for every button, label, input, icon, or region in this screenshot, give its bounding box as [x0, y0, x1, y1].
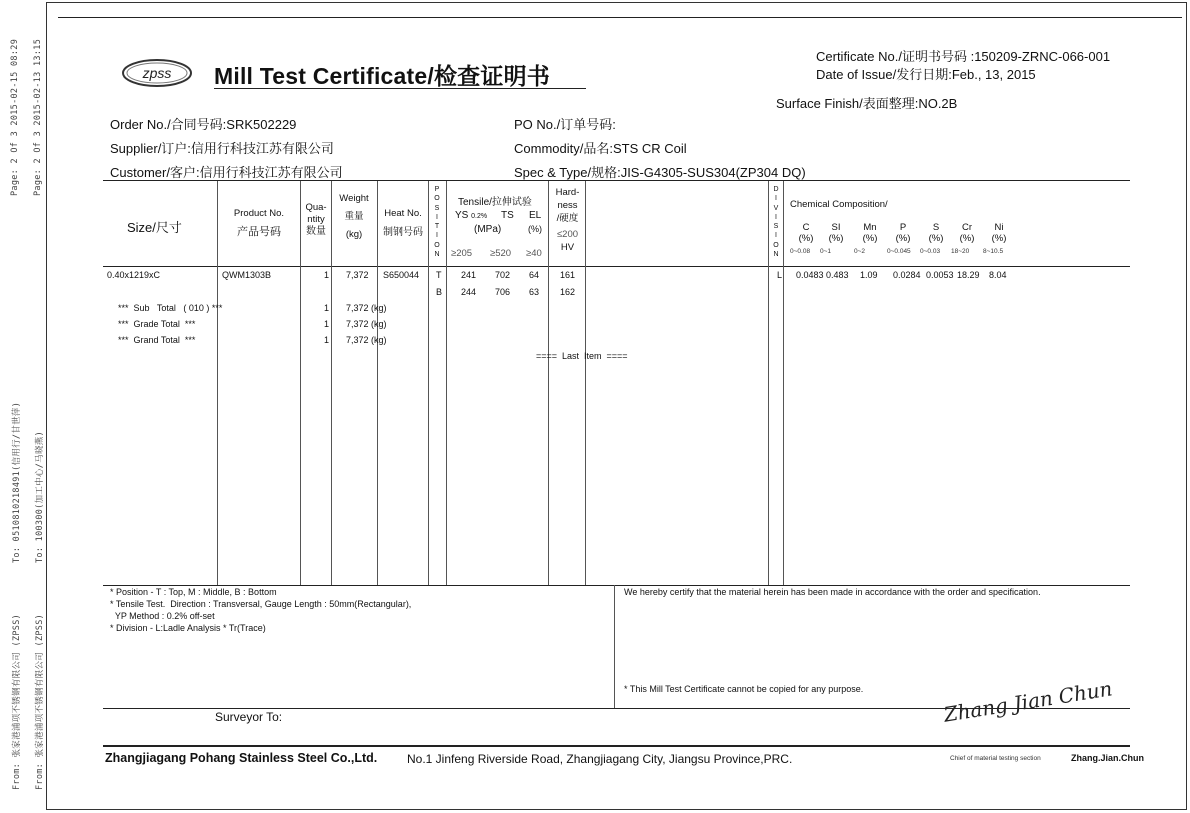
certificate-number: Certificate No./证明书号码 :150209-ZRNC-066-001: [816, 49, 1111, 64]
footer-rule: [103, 745, 1130, 747]
chem-range-c: 0~0.08: [790, 248, 811, 255]
total-label: *** Grand Total ***: [118, 335, 196, 345]
chem-header-c: [793, 222, 819, 244]
surveyor-label: Surveyor To:: [215, 710, 283, 724]
signature: Zhang Jian Chun: [942, 676, 1114, 727]
chem-header-ni: [986, 222, 1012, 244]
supplier: Supplier/订户:信用行科技江苏有限公司: [110, 141, 334, 156]
note-position: * Position - T : Top, M : Middle, B : Bottom: [110, 587, 277, 597]
chem-value-cr: 18.29: [957, 270, 980, 280]
note-tensile: * Tensile Test. Direction : Transversal, Gauge Length : 50mm(Rectangular),: [110, 599, 412, 609]
chem-value-mn: 1.09: [860, 270, 878, 280]
total-qty: 1: [324, 303, 330, 313]
fax-from-line-1: From: 张家港浦项不锈钢有限公司 (ZPSS): [12, 613, 22, 790]
chem-range-cr: 18~20: [951, 248, 970, 255]
fax-page-line-2: Page: 2 Of 3 2015-02-13 13:15: [33, 38, 43, 196]
total-qty: 1: [324, 319, 330, 329]
row-size: 0.40x1219xC: [107, 270, 161, 280]
col-divider-position: [446, 181, 447, 585]
header-tensile-title: Tensile/拉伸试验: [458, 197, 532, 208]
test-hv: 162: [560, 287, 576, 297]
col-divider-product: [300, 181, 301, 585]
header-position: P O S I T I O N: [434, 186, 440, 259]
total-qty: 1: [324, 335, 330, 345]
footer-address: No.1 Jinfeng Riverside Road, Zhangjiagang City, Jiangsu Province,PRC.: [407, 752, 793, 766]
test-ts: 706: [495, 287, 511, 297]
chem-element-name: SI: [831, 222, 841, 233]
col-divider-size: [217, 181, 218, 585]
header-ts: TS: [501, 210, 514, 221]
col-divider-blank: [768, 181, 769, 585]
spec-type: Spec & Type/规格:JIS-G4305-SUS304(ZP304 DQ): [514, 165, 806, 180]
svg-text:zpss: zpss: [142, 65, 172, 81]
chem-element-unit: (%): [895, 233, 911, 244]
test-el: 63: [529, 287, 540, 297]
chem-value-si: 0.483: [826, 270, 849, 280]
row-product-no: QWM1303B: [222, 270, 272, 280]
chem-range-mn: 0~2: [854, 248, 866, 255]
commodity: Commodity/品名:STS CR Coil: [514, 141, 687, 156]
total-weight: 7,372 (kg): [346, 319, 387, 329]
chem-range-ni: 8~10.5: [983, 248, 1004, 255]
chem-header-s: [923, 222, 949, 244]
header-product-no: Product No. 产品号码: [233, 208, 285, 238]
chem-element-unit: (%): [828, 233, 844, 244]
fax-to-line-1: To: 0510810218491(信用行/甘世萍): [12, 401, 22, 563]
chem-element-unit: (%): [928, 233, 944, 244]
total-weight: 7,372 (kg): [346, 303, 387, 313]
chem-element-unit: (%): [991, 233, 1007, 244]
col-divider-qty: [331, 181, 332, 585]
table-body-rule: [103, 585, 1130, 586]
test-el: 64: [529, 270, 540, 280]
col-divider-heat: [428, 181, 429, 585]
chem-value-s: 0.0053: [926, 270, 954, 280]
header-heat-no: Heat No. 制钢号码: [383, 208, 423, 238]
header-ts-requirement: ≥520: [490, 248, 512, 259]
order-number: Order No./合同号码:SRK502229: [110, 117, 297, 132]
header-division: D I V I S I O N: [773, 186, 779, 259]
chem-element-name: Cr: [961, 222, 973, 233]
chem-element-name: P: [899, 222, 907, 233]
col-divider-weight: [377, 181, 378, 585]
row-heat-no: S650044: [383, 270, 420, 280]
total-weight: 7,372 (kg): [346, 335, 387, 345]
col-divider-division: [783, 181, 784, 585]
chem-element-name: Ni: [994, 222, 1004, 233]
test-position: B: [436, 287, 443, 297]
header-size: Size/尺寸: [127, 220, 182, 235]
table-header-rule: [103, 266, 1130, 267]
header-el: EL: [529, 210, 542, 221]
test-ys: 241: [461, 270, 477, 280]
footer-company: Zhangjiagang Pohang Stainless Steel Co.,Ltd.: [105, 751, 378, 765]
row-division: L: [777, 270, 783, 280]
total-label: *** Sub Total ( 010 ) ***: [118, 303, 223, 313]
row-weight: 7,372: [346, 270, 369, 280]
chem-value-ni: 8.04: [989, 270, 1007, 280]
date-of-issue: Date of Issue/发行日期:Feb., 13, 2015: [816, 67, 1036, 82]
header-el-unit: (%): [528, 224, 542, 234]
fax-page-line-1: Page: 2 Of 3 2015-02-15 08:29: [10, 38, 20, 196]
copy-restriction: * This Mill Test Certificate cannot be copied for any purpose.: [624, 684, 864, 694]
header-chemical-title: Chemical Composition/: [790, 199, 888, 210]
chem-range-si: 0~1: [820, 248, 832, 255]
total-label: *** Grade Total ***: [118, 319, 196, 329]
title-underline: [214, 88, 586, 89]
header-hardness: Hard- ness /硬度 ≤200 HV: [555, 187, 580, 253]
test-ys: 244: [461, 287, 477, 297]
page-title: Mill Test Certificate/检查证明书: [214, 63, 550, 89]
row-quantity: 1: [324, 270, 330, 280]
customer: Customer/客户:信用行科技江苏有限公司: [110, 165, 343, 180]
chem-header-mn: [857, 222, 883, 244]
po-number: PO No./订单号码:: [514, 117, 616, 132]
header-ys-requirement: ≥205: [451, 248, 473, 259]
note-yp-method: YP Method : 0.2% off-set: [110, 611, 215, 621]
footer-signer-name: Zhang.Jian.Chun: [1071, 753, 1144, 763]
chem-element-name: S: [932, 222, 940, 233]
chem-element-name: Mn: [863, 222, 877, 233]
test-position: T: [436, 270, 442, 280]
header-quantity: Qua- ntity 数量: [305, 202, 327, 237]
col-divider-hardness: [585, 181, 586, 585]
chem-header-si: [823, 222, 849, 244]
header-ys: YS 0.2%: [455, 210, 488, 221]
table-top-rule: [103, 180, 1130, 181]
chem-range-p: 0~0.045: [887, 248, 911, 255]
test-ts: 702: [495, 270, 511, 280]
header-weight: Weight 重量 (kg): [339, 193, 369, 240]
surface-finish: Surface Finish/表面整理:NO.2B: [776, 96, 958, 111]
header-el-requirement: ≥40: [526, 248, 542, 259]
chem-header-cr: [954, 222, 980, 244]
test-hv: 161: [560, 270, 576, 280]
chem-value-p: 0.0284: [893, 270, 921, 280]
notes-divider: [614, 585, 615, 708]
fax-to-line-2: To: 100300(加工中心/马晓燕): [35, 430, 45, 563]
zpss-logo: [120, 57, 194, 89]
chem-value-c: 0.0483: [796, 270, 824, 280]
chem-element-unit: (%): [862, 233, 878, 244]
chem-element-unit: (%): [959, 233, 975, 244]
chem-header-p: [890, 222, 916, 244]
last-item-marker: ==== Last Item ====: [536, 351, 628, 361]
top-rule: [58, 17, 1182, 18]
chem-range-s: 0~0.03: [920, 248, 941, 255]
chem-element-unit: (%): [798, 233, 814, 244]
header-mpa: (MPa): [474, 224, 502, 235]
chem-element-name: C: [802, 222, 810, 233]
fax-from-line-2: From: 张家港浦项不锈钢有限公司 (ZPSS): [35, 613, 45, 790]
footer-role: Chief of material testing section: [950, 755, 1041, 762]
certify-statement: We hereby certify that the material herein has been made in accordance with the order and specification.: [624, 587, 1041, 597]
note-division: * Division - L:Ladle Analysis * Tr(Trace): [110, 623, 266, 633]
col-divider-tensile: [548, 181, 549, 585]
